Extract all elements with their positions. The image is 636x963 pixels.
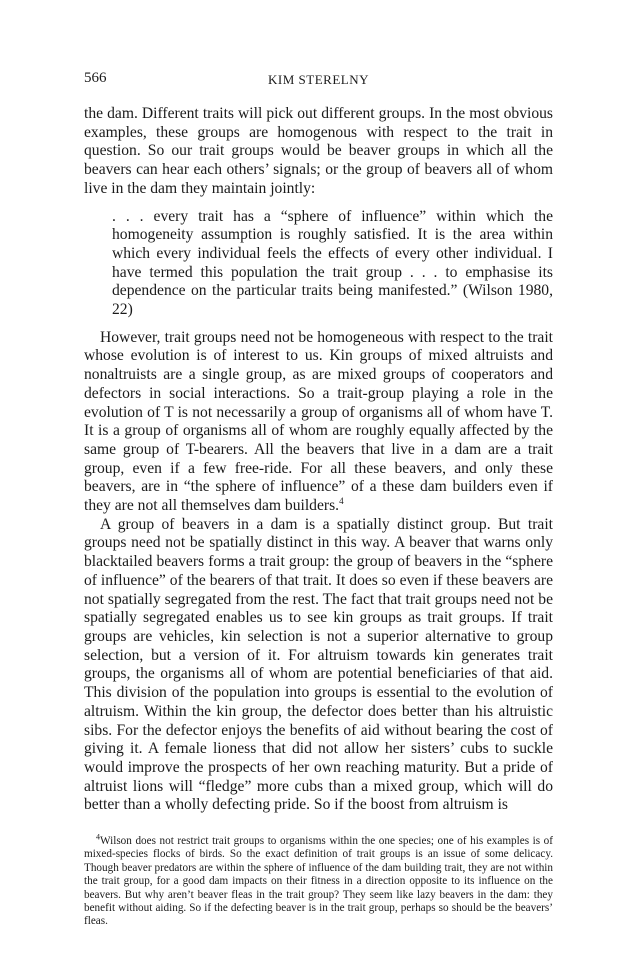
- footnote-mark: 4: [96, 832, 100, 842]
- page: [84, 70, 553, 929]
- running-title: KIM STERELNY: [268, 72, 369, 87]
- footnote: [84, 832, 553, 929]
- footnote-reference[interactable]: 4: [339, 495, 344, 506]
- paragraph-2: [84, 329, 553, 516]
- paragraph-2-text: However, trait groups need not be homogeneous with respect to the trait whose evolution is of interest to us. Kin groups of mixed altruists and nonaltruists are a single group, as are mixed groups of cooperators and defectors in social interactions. So a trait-group playing a role in the evolution of T is not necessarily a group of organisms all of whom have T. It is a group of organisms all of whom are roughly equally affected by the same group of T-bearers. All the beavers that live in a dam are a trait group, even if a few free-ride. For all these beavers, and only these beavers, are in “the sphere of influence” of a these dam builders even if they are not all themselves dam builders.: [84, 328, 553, 515]
- block-quote: . . . every trait has a “sphere of influence” within which the homogeneity assumption is roughly satisfied. It is the area within which every individual feels the effects of every other individual. I have termed this population the trait group . . . to emphasise its dependence on the particular traits being manifested.” (Wilson 1980, 22): [112, 207, 553, 319]
- page-number: 566: [84, 70, 107, 86]
- footnote-text: Wilson does not restrict trait groups to organisms within the one species; one of his examples is of mixed-species flocks of birds. So the exact definition of trait groups is an issue of some delicacy. Though beaver predators are within the sphere of influence of the dam building trait, they are not within the trait group, for a good dam impacts on their fitness in a direction opposite to its influence on the beavers. But why aren’t beaver fleas in the trait group? They seem like lazy beavers in the dam: they benefit without aiding. So if the defecting beaver is in the trait group, perhaps so should be the beavers’ fleas.: [84, 835, 553, 928]
- paragraph-3: A group of beavers in a dam is a spatially distinct group. But trait groups need not be spatially distinct in this way. A beaver that warns only blacktailed beavers forms a trait group: the group of beavers in the “sphere of influence” of the bearers of that trait. It does so even if these beavers are not spatially segregated from the rest. The fact that trait groups need not be spatially segregated enables us to see kin groups as trait groups. If trait groups are vehicles, kin selection is not a superior alternative to group selection, but a version of it. For altruism towards kin generates trait groups, the organisms all of whom are potential beneficiaries of that aid. This division of the population into groups is essential to the evolution of altruism. Within the kin group, the defector does better than his altruistic sibs. For the defector enjoys the benefits of aid without bearing the cost of giving it. A female lioness that did not allow her sisters’ cubs to suckle would improve the prospects of her own reaching maturity. But a pride of altruist lions will “fledge” more cubs than a mixed group, which will do better than a wholly defecting pride. So if the boost from altruism is: [84, 515, 553, 814]
- paragraph-1: the dam. Different traits will pick out different groups. In the most obvious examples, these groups are homogenous with respect to the trait in question. So our trait groups would be beaver groups in which all the beavers can hear each others’ signals; or the group of beavers all of whom live in the dam they maintain jointly:: [84, 105, 553, 197]
- footnotes: [84, 832, 553, 929]
- running-header: [84, 70, 553, 92]
